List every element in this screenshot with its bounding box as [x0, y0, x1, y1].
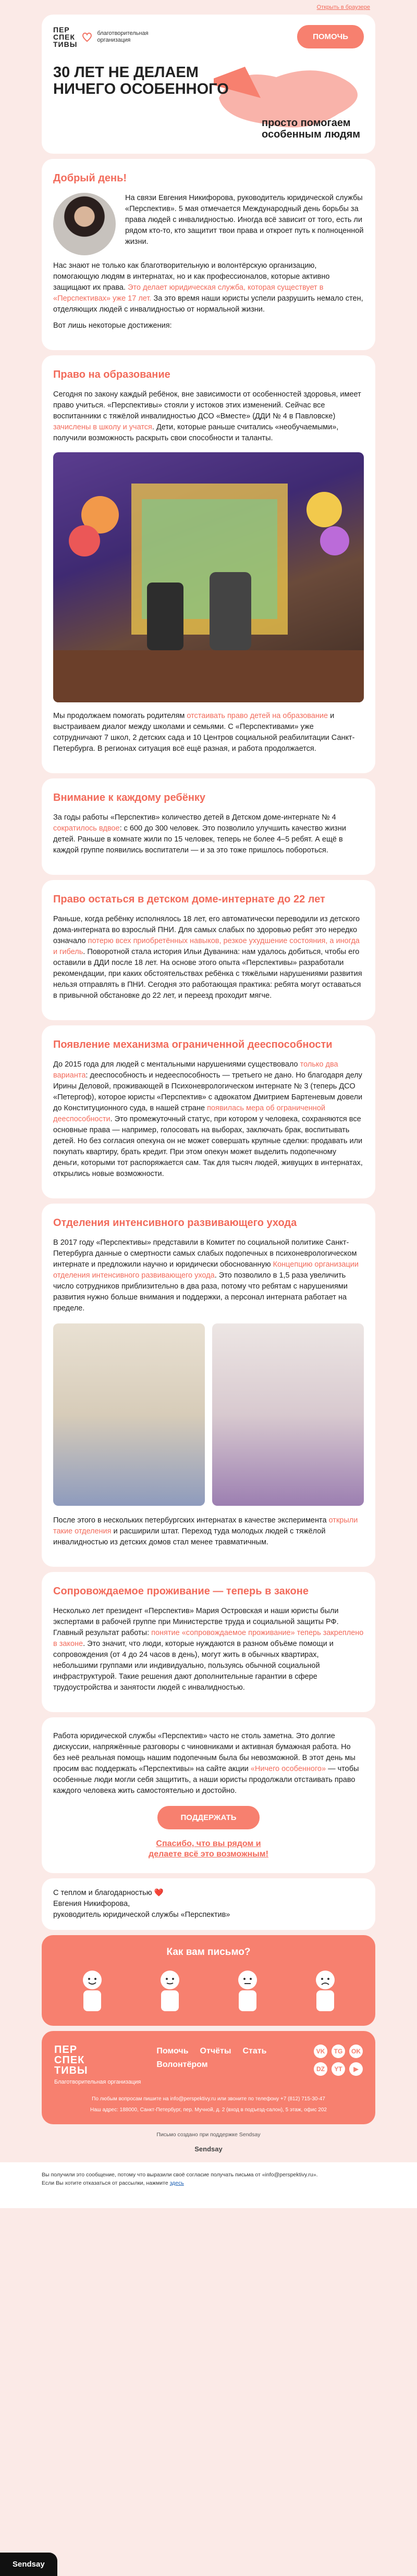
loss-link[interactable]: потерю всех приобретённых навыков, резкое ухудшение состояния, а иногда и гибель: [53, 937, 360, 956]
two-options-link[interactable]: только два варианта: [53, 1060, 338, 1080]
footer-card: [42, 2031, 375, 2124]
support-button[interactable]: ПОДДЕРЖАТЬ: [157, 1806, 259, 1829]
footer-logo-sub: Благотворительная организация: [54, 2079, 141, 2085]
footer-logo-word-3: ТИВЫ: [54, 2065, 88, 2076]
open-in-browser-link[interactable]: Открыть в браузере: [316, 4, 370, 10]
dzen-icon[interactable]: DZ: [314, 2062, 327, 2076]
supported-living-title: Сопровождаемое проживание — теперь в законе: [53, 1586, 309, 1597]
intensive-card: [42, 1204, 375, 1567]
header-subtitle: просто помогаем особенным людям: [262, 117, 361, 140]
concept-link[interactable]: Концепцию организации отделения интенсивного развивающего ухода: [53, 1260, 359, 1280]
kid-happy-icon[interactable]: [72, 1966, 113, 2014]
sendsay-badge[interactable]: Sendsay: [0, 2553, 57, 2576]
heart-icon: [81, 31, 93, 43]
education-card: [42, 355, 375, 773]
departments-link[interactable]: открыли такие отделения: [53, 1516, 358, 1535]
rutube-icon[interactable]: ▶: [349, 2062, 363, 2076]
unsubscribe-bar: [0, 2162, 417, 2208]
kid-smile-icon[interactable]: [150, 1966, 190, 2014]
ok-icon[interactable]: OK: [349, 2045, 363, 2058]
footer-link-volunteer[interactable]: Волонтёром: [156, 2060, 208, 2069]
vk-icon[interactable]: VK: [314, 2045, 327, 2058]
stay-paragraph: Раньше, когда ребёнку исполнялось 18 лет, его автоматически переводили из детского дома-интерната во взрослый ПНИ. Для самых слабых по здоровью ребят это нередко означало потерю всех приобретённых навыков, резкое ухудшение состояния, а иногда и гибель. Поворотной стала история Ильи Дуванина: нам удалось добиться, чтобы его оставили в ДДИ после 18 лет. На основе этого опыта «Перспективы» разработали рекомендации, при каких обстоятельствах ребёнка с тяжёлыми нарушениями развития нельзя отправлять в ПНИ. Сегодня это работающая практика: ребята могут оставаться в привычной обстановке до 22 лет, и переезд проходит мягче.: [53, 915, 362, 1000]
logo-word-2: СПЕК: [53, 32, 76, 41]
greeting-intro: На связи Евгения Никифорова, руководитель юридической службы «Перспектив». 5 мая отмечается Международный день борьбы за права людей с инвалидностью. Иногда всё зависит от того, есть ли рядом кто-то, кто защитит твои права и откроет путь к полноценной жизни.: [125, 194, 364, 246]
greeting-card: [42, 159, 375, 350]
supported-living-paragraph: Несколько лет президент «Перспектив» Мария Островская и наши юристы были экспертами в рабочей группе при Министерстве труда и социальной защиты РФ. Главный результат работы: понятие «сопровождаемое проживание» теперь закреплено в законе. Это значит, что люди, которые нуждаются в разном объёме помощи и сопровождения (от 4 до 24 часов в день), могут жить в обычных квартирах, небольшими группами или индивидуально, пользуясь обычной социальной инфраструктурой. Такие решения дают дополнительные гарантии в сфере трудоустройства и занятости людей с инвалидностью.: [53, 1607, 364, 1692]
logo-sub-1: благотворительная: [97, 30, 149, 36]
education-paragraph-1: Сегодня по закону каждый ребёнок, вне зависимости от особенностей здоровья, имеет право учиться. «Перспективы» стояли у истоков этих изменений. Сейчас все воспитанники с тяжёлой инвалидностью ДСО «Вместе» (ДДИ № 4 в Павловске) зачислены в школу и учатся. Дети, которые раньше считались «необучаемыми», получили возможность раскрыть свои способности и таланты.: [53, 390, 361, 442]
signature-line-1: С теплом и благодарностью ❤️: [53, 1889, 164, 1897]
capacity-card: [42, 1025, 375, 1198]
greeting-paragraph-2: Нас знают не только как благотворительную и волонтёрскую организацию, помогающую людям в интернатах, но и как профессионалов, которые активно защищают их права. Это делает юридическая служба, которая существует в «Перспективах» уже 17 лет. За это время наши юристы успели разрушить немало стен, отделяющих людей с инвалидностью от нормальной жизни.: [53, 262, 363, 314]
help-button[interactable]: ПОМОЧЬ: [297, 25, 364, 48]
law-link[interactable]: понятие «сопровождаемое проживание» теперь закреплено в законе: [53, 1629, 364, 1648]
support-card: [42, 1717, 375, 1873]
ward-photo-1: [53, 1323, 205, 1506]
education-paragraph-2: Мы продолжаем помогать родителям отстаивать право детей на образование и выстраиваем диалог между школами и семьями. С «Перспективами» уже сотрудничают 7 школ, 2 детских сада и 10 Центров социальной реабилитации Санкт-Петербурга. В регионах ситуация всё ещё разная, и работа продолжается.: [53, 712, 355, 753]
footer-link-become[interactable]: Стать: [242, 2047, 267, 2055]
footer-contacts: По любым вопросам пишите на info@perspektivy.ru или звоните по телефону +7 (812) 715-30-47: [92, 2096, 325, 2102]
attention-card: [42, 778, 375, 875]
support-paragraph: Работа юридической службы «Перспектив» часто не столь заметна. Это долгие дискуссии, напряжённые разговоры с чиновниками и активная бумажная работа. Но без неё реальная помощь нашим подопечным была бы невозможной. В этот день мы просим вас поддержать «Перспективы» на сайте акции «Ничего особенного» — чтобы особенные люди могли себя защитить, а наши юристы продолжали отстаивать право каждого человека жить самостоятельно и достойно.: [53, 1732, 359, 1795]
supported-living-card: [42, 1572, 375, 1712]
consent-text: Вы получили это сообщение, потому что выразили своё согласие получать письма от «info@perspektivy.ru».: [42, 2172, 318, 2178]
intensive-paragraph-1: В 2017 году «Перспективы» представили в Комитет по социальной политике Санкт-Петербурга данные о смертности самых слабых подопечных в психоневрологическом интернате и предложили научно и юридически обоснованную Концепцию организации отделения интенсивного развивающего ухода. Это позволило в 1,5 раза увеличить число сотрудников приблизительно в два раза, потому что ребятам с нарушениями развития нужно больше внимания и поддержки, а персонал интерната работает на пределе.: [53, 1239, 359, 1312]
footer-link-reports[interactable]: Отчёты: [200, 2047, 231, 2055]
stay-card: [42, 880, 375, 1020]
attention-title: Внимание к каждому ребёнку: [53, 792, 206, 803]
footer-logo[interactable]: [54, 2045, 141, 2086]
feedback-title: Как вам письмо?: [166, 1947, 251, 1958]
header-title: 30 ЛЕТ НЕ ДЕЛАЕМ НИЧЕГО ОСОБЕННОГО: [53, 64, 229, 97]
intensive-paragraph-2: После этого в нескольких петербургских интернатах в качестве эксперимента открыли такие отделения и расширили штат. Переход туда молодых людей с тяжёлой инвалидностью из детских домов стал менее травматичным.: [53, 1516, 358, 1546]
capacity-paragraph: До 2015 года для людей с ментальными нарушениями существовало только два варианта: дееспособность и недееспособность — третьего не дано. Но благодаря делу Ирины Деловой, проживающей в Психоневрологическом интернате № 3 (теперь ДСО «Петергоф), которое юристы «Перспектив» с адвокатом Дмитрием Бартеневым довели до Конституционного суда, в нашей стране появилась мера об ограниченной дееспособности. Это промежуточный статус, при котором у человека, сохраняются все основные права — например, голосовать на выборах, заключать брак, воспитывать детей. Но без согласия опекуна он не может совершать крупные сделки: продавать или покупать квартиру, брать кредит. При этом опекун может выделить подопечному деньги, которыми тот распоряжается сам. Так для тысяч людей, живущих в интернатах, открылись новые возможности.: [53, 1060, 363, 1178]
footer-logo-word-2: СПЕК: [54, 2054, 85, 2066]
footer-link-help[interactable]: Помочь: [156, 2047, 189, 2055]
signature-line-2: Евгения Никифорова,: [53, 1900, 130, 1908]
campaign-link[interactable]: «Ничего особенного»: [250, 1765, 326, 1773]
kid-neutral-icon[interactable]: [227, 1966, 268, 2014]
school-link[interactable]: зачислены в школу и учатся: [53, 423, 152, 431]
limited-capacity-link[interactable]: появилась мера об ограниченной дееспособности: [53, 1104, 325, 1123]
ward-photo-2: [212, 1323, 364, 1506]
school-photo: [53, 452, 364, 702]
stay-title: Право остаться в детском доме-интернате до 22 лет: [53, 894, 325, 905]
logo-word-3: ТИВЫ: [53, 40, 78, 48]
greeting-paragraph-3: Вот лишь некоторые достижения:: [53, 321, 172, 330]
thanks-link[interactable]: Спасибо, что вы рядом и делаете всё это возможным!: [149, 1839, 268, 1859]
signature-line-3: руководитель юридической службы «Перспектив»: [53, 1911, 230, 1919]
footer-address: Наш адрес: 188000, Санкт-Петербург, пер. Мучной, д. 2 (вход в подъезд-салон), 5 этаж, офис 202: [90, 2107, 327, 2113]
sendsay-logo[interactable]: Sendsay: [194, 2145, 223, 2153]
logo-sub-2: организация: [97, 36, 131, 43]
unsubscribe-link[interactable]: здесь: [169, 2180, 184, 2186]
logo[interactable]: [53, 26, 149, 48]
intensive-title: Отделения интенсивного развивающего ухода: [53, 1217, 297, 1229]
telegram-icon[interactable]: TG: [332, 2045, 345, 2058]
footer-logo-word-1: ПЕР: [54, 2044, 78, 2055]
youtube-icon[interactable]: YT: [332, 2062, 345, 2076]
education-title: Право на образование: [53, 369, 170, 380]
greeting-title: Добрый день!: [53, 172, 127, 184]
header-card: [42, 15, 375, 154]
unsubscribe-text: Если Вы хотите отказаться от рассылки, нажмите здесь: [42, 2180, 184, 2186]
logo-word-1: ПЕР: [53, 25, 70, 34]
signature-card: [42, 1878, 375, 1930]
sendsay-credit: Письмо создано при поддержке Sendsay: [156, 2132, 261, 2138]
education-right-link[interactable]: отстаивать право детей на образование: [187, 712, 328, 720]
avatar: [53, 193, 116, 255]
kid-sad-icon[interactable]: [305, 1966, 346, 2014]
attention-paragraph: За годы работы «Перспектив» количество детей в Детском доме-интернате № 4 сократилось вдвое: с 600 до 300 человек. Это позволило улучшить качество жизни детей. Раньше в комнате жили по 15 человек, теперь не более 4–5 ребят. А ещё в каждой группе появились воспитатели — и за это тоже пришлось побороться.: [53, 813, 346, 854]
halved-link[interactable]: сократилось вдвое: [53, 824, 120, 833]
capacity-title: Появление механизма ограниченной дееспособности: [53, 1039, 333, 1050]
feedback-card: [42, 1935, 375, 2026]
